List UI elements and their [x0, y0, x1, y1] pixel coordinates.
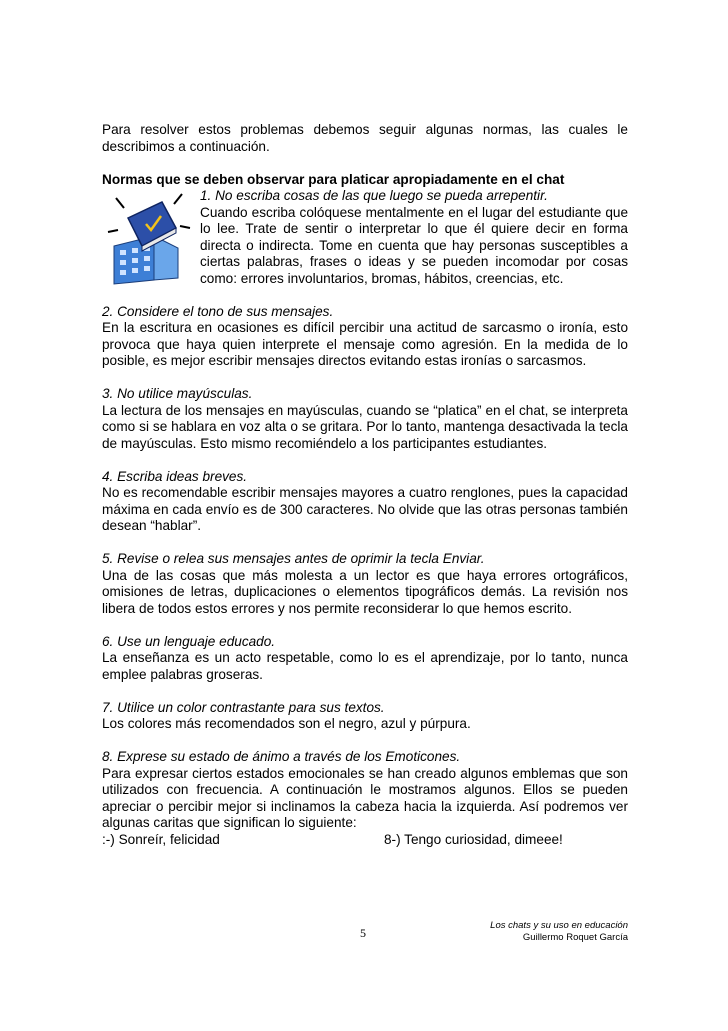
footer-author: Guillermo Roquet García — [522, 932, 628, 943]
norm-5-body: Una de las cosas que más molesta a un lector es que haya errores ortográficos, omisiones de letras, duplicaciones o elementos tipográficos demás. La revisión nos libera de todos estos errores y nos permite reconsiderar lo que hemos escrito. — [102, 567, 628, 616]
norm-5-title: 5. Revise o relea sus mensajes antes de oprimir la tecla Enviar. — [102, 551, 485, 566]
norm-6-body: La enseñanza es un acto respetable, como lo es el aprendizaje, por lo tanto, nunca emplee palabras groseras. — [102, 650, 628, 682]
norm-3-title: 3. No utilice mayúsculas. — [102, 386, 253, 401]
norm-1-body — [200, 205, 628, 288]
section-title: Normas que se deben observar para platicar apropiadamente en el chat — [102, 171, 565, 187]
page-content — [102, 122, 628, 848]
emoticon-smile: :-) Sonreír, felicidad — [102, 831, 220, 847]
norm-1 — [102, 188, 628, 287]
norm-1-body-text: Cuando escriba colóquese mentalmente en el lugar del estudiante que lo lee. Trate de sentir o interpretar lo que él quiere decir en forma directa o indirecta. Tome en cuenta que hay personas susceptibles a ciertas palabras, frases o ideas y se pueden incomodar por cosas como: errores involuntarios, bromas, hábitos, creencias, etc. — [200, 204, 628, 286]
norm-4-title: 4. Escriba ideas breves. — [102, 468, 248, 484]
intro-paragraph: Para resolver estos problemas debemos seguir algunas normas, las cuales le describimos a continuación. — [102, 122, 628, 154]
norm-3-body: La lectura de los mensajes en mayúsculas, cuando se “platica” en el chat, se interpreta como si se hablara en voz alta o se gritara. Por lo tanto, mantenga desactivada la tecla de mayúsculas. Esto mismo recomiéndelo a los participantes estudiantes. — [102, 402, 628, 451]
emoticon-row — [102, 832, 628, 849]
norm-7-title: 7. Utilice un color contrastante para sus textos. — [102, 699, 385, 715]
building-book-clipart — [102, 188, 196, 288]
norm-8-title: 8. Exprese su estado de ánimo a través de los Emoticones. — [102, 749, 461, 764]
norm-7-body: Los colores más recomendados son el negro, azul y púrpura. — [102, 716, 471, 731]
norm-6-title: 6. Use un lenguaje educado. — [102, 633, 276, 649]
norm-2-body: En la escritura en ocasiones es difícil percibir una actitud de sarcasmo o ironía, esto provoca que haya quien interprete el mensaje como agresión. En la medida de lo posible, es mejor escribir mensajes directos evitando estas ironías o sarcasmos. — [102, 320, 628, 368]
page-number: 5 — [360, 926, 366, 940]
footer-book-title: Los chats y su uso en educación — [490, 920, 628, 931]
norm-2-title: 2. Considere el tono de sus mensajes. — [102, 303, 334, 319]
norm-4-body: No es recomendable escribir mensajes mayores a cuatro renglones, pues la capacidad máxima en cada envío es de 300 caracteres. No olvide que las otras personas también desean “hablar”. — [102, 485, 628, 533]
emoticon-curious: 8-) Tengo curiosidad, dimeee! — [384, 831, 563, 847]
norm-1-title: 1. No escriba cosas de las que luego se pueda arrepentir. — [200, 188, 548, 203]
norm-8-body: Para expresar ciertos estados emocionales se han creado algunos emblemas que son utilizados con frecuencia. A continuación le mostramos algunos. Ellos se pueden apreciar o percibir mejor si inclinamos la cabeza hacia la izquierda. Así podremos ver algunas caritas que significan lo siguiente: — [102, 765, 628, 830]
footer-credits — [490, 920, 628, 944]
